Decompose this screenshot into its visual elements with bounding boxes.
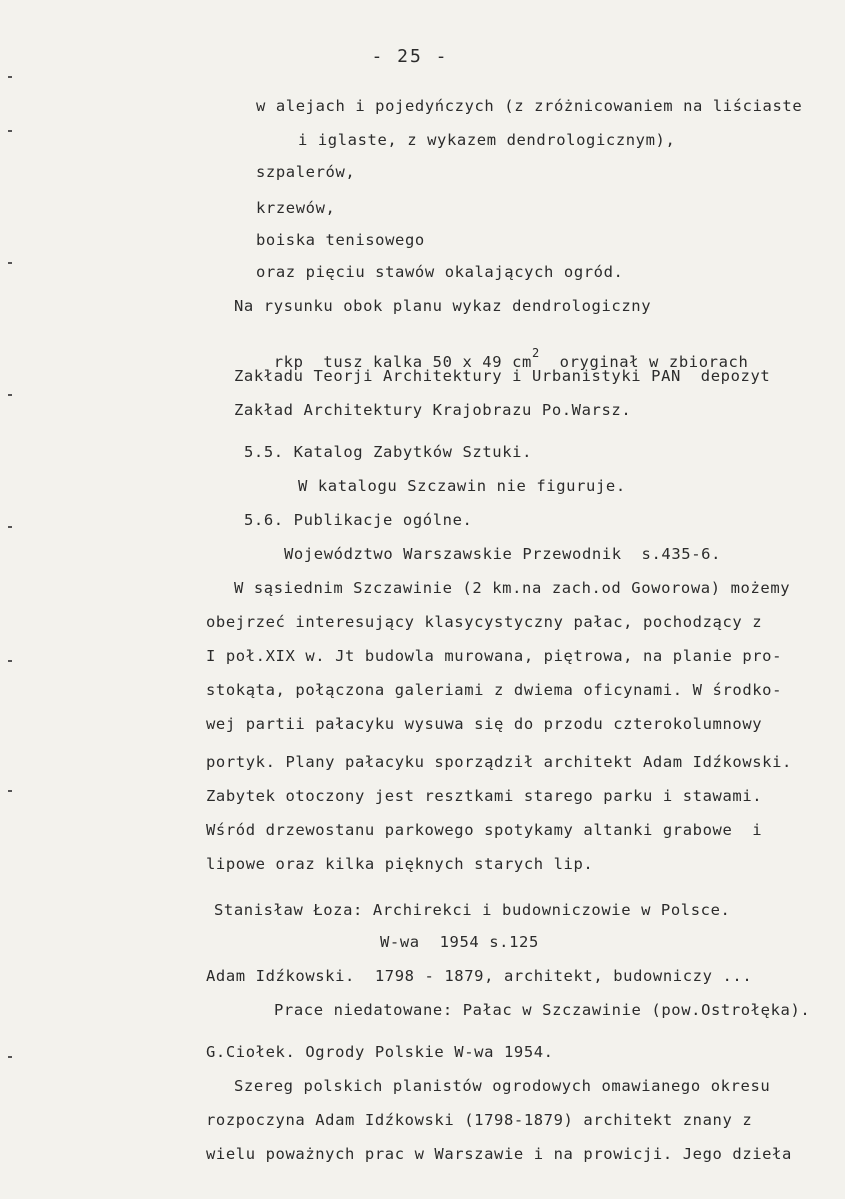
- text-line: wielu poważnych prac w Warszawie i na prowicji. Jego dzieła: [206, 1145, 792, 1163]
- superscript: 2: [531, 346, 540, 360]
- text-line: W katalogu Szczawin nie figuruje.: [298, 477, 626, 495]
- text-line: Na rysunku obok planu wykaz dendrologiczny: [234, 297, 652, 315]
- text-line: portyk. Plany pałacyku sporządził architekt Adam Idźkowski.: [206, 753, 792, 771]
- text-line: W-wa 1954 s.125: [380, 933, 539, 951]
- text-line: Stanisław Łoza: Archirekci i budowniczowie w Polsce.: [214, 901, 731, 919]
- text-line: Szereg polskich planistów ogrodowych omawianego okresu: [234, 1077, 771, 1095]
- text-line: w alejach i pojedyńczych (z zróżnicowaniem na liściaste: [256, 97, 803, 115]
- text-line: oraz pięciu stawów okalających ogród.: [256, 263, 624, 281]
- text-line: i iglaste, z wykazem dendrologicznym),: [298, 131, 676, 149]
- text-line: W sąsiednim Szczawinie (2 km.na zach.od Goworowa) możemy: [234, 579, 791, 597]
- text-line: Wśród drzewostanu parkowego spotykamy altanki grabowe i: [206, 821, 763, 839]
- text-line: I poł.XIX w. Jt budowla murowana, piętrowa, na planie pro-: [206, 647, 783, 665]
- text-line: Zakładu Teorji Architektury i Urbanistyki PAN depozyt: [234, 367, 771, 385]
- text-line: Adam Idźkowski. 1798 - 1879, architekt, budowniczy ...: [206, 967, 753, 985]
- text-line: lipowe oraz kilka pięknych starych lip.: [206, 855, 594, 873]
- text-line: Zabytek otoczony jest resztkami starego parku i stawami.: [206, 787, 763, 805]
- text-line: boiska tenisowego: [256, 231, 425, 249]
- section-heading: 5.6. Publikacje ogólne.: [244, 511, 473, 529]
- text-line: obejrzeć interesujący klasycystyczny pałac, pochodzący z: [206, 613, 763, 631]
- section-heading: 5.5. Katalog Zabytków Sztuki.: [244, 443, 533, 461]
- text-line: Zakład Architektury Krajobrazu Po.Warsz.: [234, 401, 632, 419]
- text-segment: oryginał w zbiorach: [559, 353, 749, 371]
- margin-mark: [8, 394, 12, 396]
- text-line: szpalerów,: [256, 163, 356, 181]
- margin-mark: [8, 1056, 12, 1058]
- text-line: Prace niedatowane: Pałac w Szczawinie (pow.Ostrołęka).: [274, 1001, 811, 1019]
- text-segment: rkp tusz kalka 50 x 49 cm: [273, 353, 532, 371]
- margin-mark: [8, 526, 12, 528]
- text-line: G.Ciołek. Ogrody Polskie W-wa 1954.: [206, 1043, 554, 1061]
- text-line: rozpoczyna Adam Idźkowski (1798-1879) architekt znany z: [206, 1111, 753, 1129]
- margin-mark: [8, 76, 12, 78]
- text-line: Województwo Warszawskie Przewodnik s.435-6.: [284, 545, 721, 563]
- page-number: - 25 -: [371, 46, 449, 67]
- margin-mark: [8, 130, 12, 132]
- margin-mark: [8, 790, 12, 792]
- text-line: stokąta, połączona galeriami z dwiema oficynami. W środko-: [206, 681, 783, 699]
- margin-mark: [8, 660, 12, 662]
- text-line: wej partii pałacyku wysuwa się do przodu czterokolumnowy: [206, 715, 763, 733]
- margin-mark: [8, 262, 12, 264]
- text-line: krzewów,: [256, 199, 336, 217]
